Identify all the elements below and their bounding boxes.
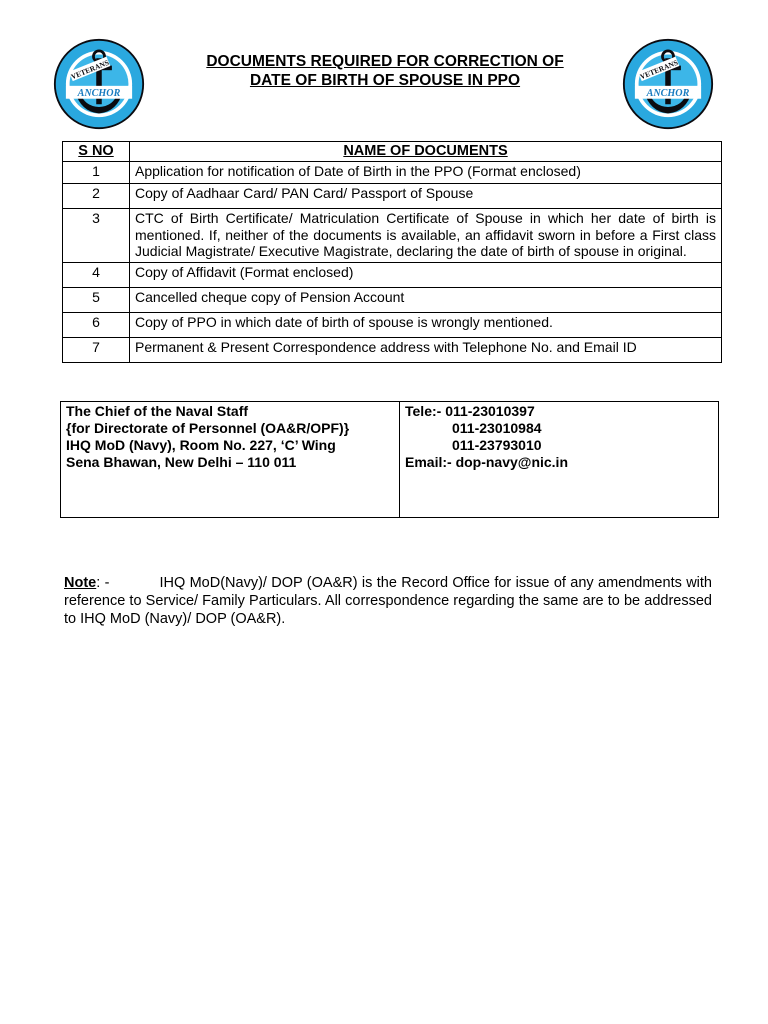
veterans-anchor-logo [53,38,145,130]
row-document: Copy of Aadhaar Card/ PAN Card/ Passport of Spouse [130,184,722,209]
address-line: Sena Bhawan, New Delhi – 110 011 [66,454,297,470]
address-line: The Chief of the Naval Staff [66,403,249,419]
email-line: Email:- dop-navy@nic.in [405,454,569,470]
documents-table [62,141,722,363]
table-row [63,184,722,209]
row-document: Cancelled cheque copy of Pension Account [130,287,722,312]
logo-text-top: VETERANS [638,57,680,82]
table-row [63,312,722,337]
row-sno: 2 [63,184,130,209]
header-documents: NAME OF DOCUMENTS [130,142,722,162]
address-line: IHQ MoD (Navy), Room No. 227, ‘C’ Wing [66,437,336,453]
logo-text-bottom: ANCHOR [646,87,690,99]
telephone-line: 011-23793010 [452,437,542,453]
row-sno: 3 [63,209,130,263]
telephone-line: Tele:- 011-23010397 [405,403,535,419]
row-document: CTC of Birth Certificate/ Matriculation Certificate of Spouse in which her date of birth is mentioned. If, neither of the documents is available, an affidavit sworn in before a First class Judicial Magistrate/ Executive Magistrate, declaring the date of birth of spouse in original. [130,209,722,263]
telephone-block [400,402,718,517]
table-header-row [63,142,722,162]
title-line-1: DOCUMENTS REQUIRED FOR CORRECTION OF [206,53,564,70]
logo-text-bottom: ANCHOR [77,87,121,99]
title-line-2: DATE OF BIRTH OF SPOUSE IN PPO [249,72,521,89]
row-document: Copy of Affidavit (Format enclosed) [130,262,722,287]
address-block [61,402,400,517]
table-row [63,262,722,287]
document-title [150,52,620,90]
note-paragraph [64,574,712,628]
row-sno: 7 [63,337,130,362]
row-document: Permanent & Present Correspondence address with Telephone No. and Email ID [130,337,722,362]
table-row [63,337,722,362]
logo-text-top: VETERANS [69,57,111,82]
note-label: Note [64,575,97,591]
veterans-anchor-logo [622,38,714,130]
row-sno: 4 [63,262,130,287]
table-row [63,287,722,312]
note-text: IHQ MoD(Navy)/ DOP (OA&R) is the Record Office for issue of any amendments with reference to Service/ Family Particulars. All correspondence regarding the same are to be addressed to IHQ MoD (Navy)/ DOP (OA&R). [64,575,712,627]
address-line: {for Directorate of Personnel (OA&R/OPF)} [66,420,350,436]
contact-box [60,401,719,518]
row-sno: 5 [63,287,130,312]
header-sno: S NO [63,142,130,162]
row-document: Application for notification of Date of Birth in the PPO (Format enclosed) [130,162,722,184]
row-sno: 1 [63,162,130,184]
table-row [63,209,722,263]
telephone-line: 011-23010984 [452,420,542,436]
row-sno: 6 [63,312,130,337]
row-document: Copy of PPO in which date of birth of spouse is wrongly mentioned. [130,312,722,337]
note-separator: : - [96,575,110,591]
table-row [63,162,722,184]
